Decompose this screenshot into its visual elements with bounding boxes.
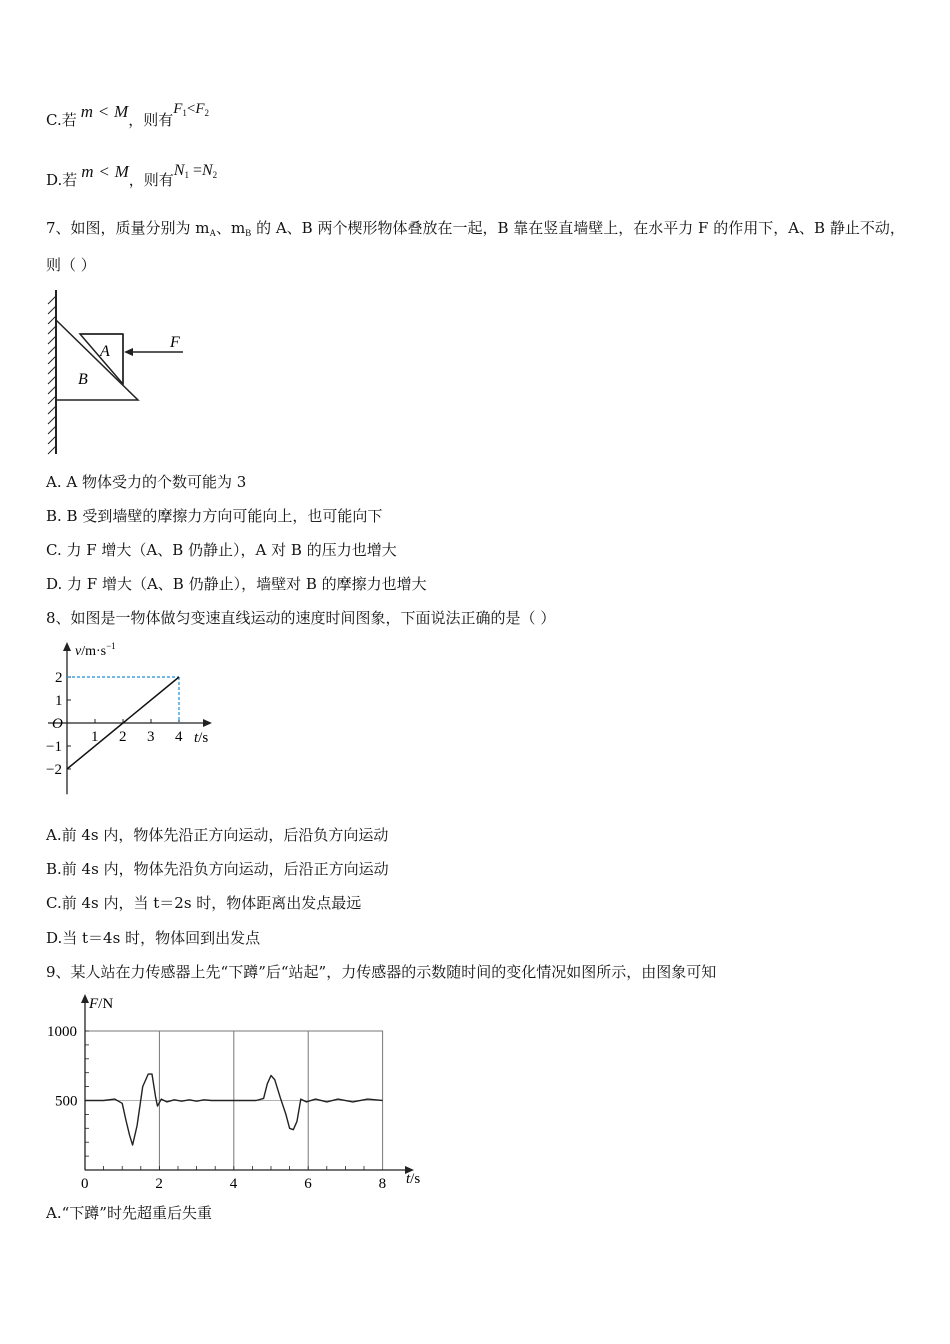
- label-a: A: [100, 343, 110, 360]
- x-axis-label: [194, 730, 208, 746]
- q7-wedge-figure: [40, 286, 200, 456]
- y-axis-label: [75, 641, 116, 659]
- q6-option-d: [46, 162, 218, 195]
- q6-c-M: M: [114, 102, 129, 121]
- q7-stem-line2: 则（ ）: [46, 256, 96, 274]
- y-tick-label: −2: [46, 762, 62, 778]
- q9-stem: 9、某人站在力传感器上先“下蹲”后“站起”，力传感器的示数随时间的变化情况如图所示，由图象可知: [46, 963, 717, 981]
- x-tick-label: 4: [229, 1176, 238, 1190]
- q6-c-lt: <: [97, 102, 110, 121]
- y-axis-label-symbol: v: [75, 644, 82, 659]
- x-tick-label: 6: [304, 1176, 312, 1190]
- wall-hatching: [48, 296, 56, 454]
- x-tick-label: 8: [378, 1176, 387, 1190]
- q9-force-time-chart: [40, 990, 440, 1190]
- q6-d-then: ，则有: [128, 171, 174, 189]
- q6-d-M: M: [114, 162, 129, 181]
- y-tick-label: −1: [46, 739, 62, 755]
- q7-option-d: D. 力 F 增大（A、B 仍静止），墙壁对 B 的摩擦力也增大: [46, 575, 427, 593]
- q8-option-c: C.前 4s 内，当 t＝2s 时，物体距离出发点最远: [46, 894, 362, 912]
- q8-stem: 8、如图是一物体做匀变速直线运动的速度时间图象，下面说法正确的是（ ）: [46, 609, 556, 627]
- q6-option-c-label: C.若: [46, 111, 77, 129]
- q6-c-then: ，则有: [128, 111, 174, 129]
- q6-c-m: m: [80, 102, 93, 121]
- q8-option-d: D.当 t＝4s 时，物体回到出发点: [46, 929, 261, 947]
- q9-option-a: A.“下蹲”时先超重后失重: [46, 1204, 212, 1222]
- q8-option-a: A.前 4s 内，物体先沿正方向运动，后沿负方向运动: [46, 826, 389, 844]
- q6-d-lt: <: [98, 162, 110, 181]
- origin-label: O: [52, 716, 63, 732]
- x-tick-label: 0: [81, 1176, 89, 1190]
- q7-stem-line1: 7、如图，质量分别为 $m_A$、$m_B$ 的 A、B 两个楔形物体叠放在一起，B 靠在竖直墙壁上，在水平力 F 的作用下，A、B 静止不动，: [46, 219, 905, 238]
- y-axis-label-unit: /N: [98, 996, 114, 1012]
- x-axis-label-symbol: t: [406, 1171, 411, 1187]
- y-axis-label: [88, 996, 113, 1012]
- y-tick-label: 1000: [47, 1024, 77, 1040]
- y-axis-arrow: [63, 642, 71, 651]
- q8-velocity-time-chart: [40, 634, 225, 804]
- q6-c-formula: $F_1<F_2$: [173, 101, 210, 118]
- y-axis-label-exponent: −1: [106, 641, 116, 651]
- y-axis-label-unit: /m·s: [81, 644, 107, 659]
- x-axis-arrow: [203, 719, 212, 727]
- q6-option-d-label: D.若: [46, 171, 78, 189]
- force-arrow-head: [124, 348, 133, 356]
- q7-option-a: A. A 物体受力的个数可能为 3: [46, 473, 247, 491]
- y-tick-label: 2: [55, 670, 63, 686]
- y-axis-label-symbol: F: [89, 996, 99, 1012]
- q8-option-b: B.前 4s 内，物体先沿负方向运动，后沿正方向运动: [46, 860, 389, 878]
- label-b: B: [78, 371, 88, 388]
- x-tick-label: 3: [147, 729, 155, 745]
- x-axis-label-unit: /s: [410, 1171, 421, 1187]
- x-tick-label: 1: [91, 729, 99, 745]
- q6-d-formula: $N_1 =N_2$: [173, 162, 218, 180]
- x-axis-label-symbol: t: [194, 730, 199, 746]
- label-f: F: [170, 334, 180, 351]
- x-tick-label: 4: [175, 729, 183, 745]
- q6-option-c: [46, 101, 210, 135]
- x-tick-label: 2: [119, 729, 127, 745]
- x-axis-label: [406, 1171, 420, 1187]
- x-tick-label: 2: [155, 1176, 163, 1190]
- y-tick-label: 1: [55, 693, 63, 709]
- y-axis-arrow: [81, 994, 89, 1003]
- x-axis-label-unit: /s: [198, 730, 209, 746]
- y-tick-label: 500: [55, 1093, 78, 1110]
- q7-option-c: C. 力 F 增大（A、B 仍静止），A 对 B 的压力也增大: [46, 541, 397, 559]
- q7-option-b: B. B 受到墙壁的摩擦力方向可能向上，也可能向下: [46, 507, 383, 525]
- wedge-b: [56, 320, 138, 400]
- q6-d-m: m: [81, 162, 94, 181]
